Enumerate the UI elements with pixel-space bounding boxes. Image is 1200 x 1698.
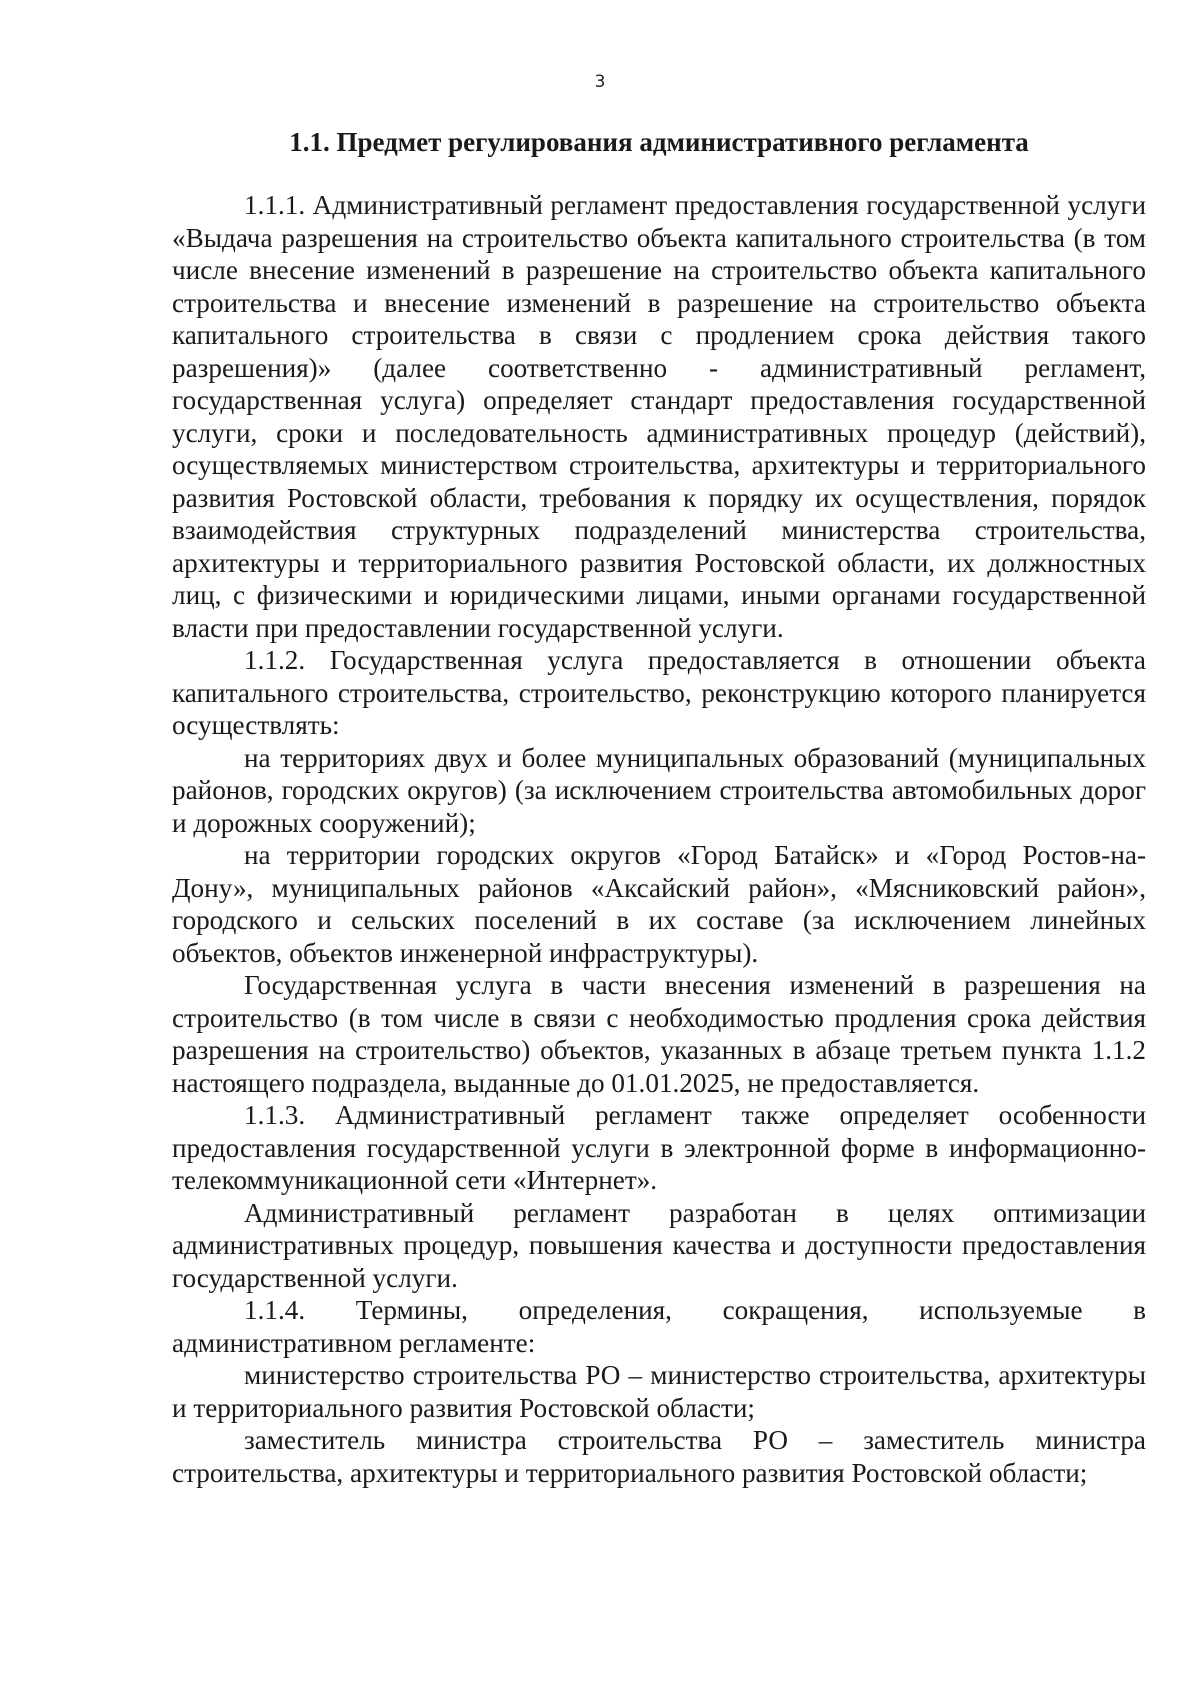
paragraph-1-1-3: 1.1.3. Административный регламент также определяет особенности предоставления государственной услуги в электронной форме в информационно-телекоммуникационной сети «Интернет». xyxy=(172,1100,1146,1195)
paragraph-1-1-1: 1.1.1. Административный регламент предоставления государственной услуги «Выдача разрешения на строительство объекта капитального строительства (в том числе внесение изменений в разрешение на строительство объекта капитального строительства и внесение изменений в разрешение на строительство объекта капитального строительства в связи с продлением срока действия такого разрешения)» (далее соответственно - административный регламент, государственная услуга) определяет стандарт предоставления государственной услуги, сроки и последовательность административных процедур (действий), осуществляемых министерством строительства, архитектуры и территориального развития Ростовской области, требования к порядку их осуществления, порядок взаимодействия структурных подразделений министерства строительства, архитектуры и территориального развития Ростовской области, их должностных лиц, с физическими и юридическими лицами, иными органами государственной власти при предоставлении государственной услуги. xyxy=(172,190,1146,643)
paragraph-exception: Государственная услуга в части внесения изменений в разрешения на строительство (в том числе в связи с необходимостью продления срока действия разрешения на строительство) объектов, указанных в абзаце третьем пункта 1.1.2 настоящего подраздела, выданные до 01.01.2025, не предоставляется. xyxy=(172,970,1146,1098)
section-heading: 1.1. Предмет регулирования административного регламента xyxy=(289,127,1029,157)
paragraph-1-1-4: 1.1.4. Термины, определения, сокращения, используемые в административном регламенте: xyxy=(172,1295,1146,1358)
document-body xyxy=(172,189,1146,1489)
paragraph-1-1-2: 1.1.2. Государственная услуга предоставляется в отношении объекта капитального строительства, строительство, реконструкцию которого планируется осуществлять: xyxy=(172,645,1146,740)
paragraph-territories-municipal: на территориях двух и более муниципальных образований (муниципальных районов, городских округов) (за исключением строительства автомобильных дорог и дорожных сооружений); xyxy=(172,742,1146,838)
paragraph-territories-cities: на территории городских округов «Город Батайск» и «Город Ростов-на-Дону», муниципальных районов «Аксайский район», «Мясниковский район», городского и сельских поселений в их составе (за исключением линейных объектов, объектов инженерной инфраструктуры). xyxy=(172,840,1146,968)
paragraph-purpose: Административный регламент разработан в целях оптимизации административных процедур, повышения качества и доступности предоставления государственной услуги. xyxy=(172,1197,1146,1293)
paragraph-term-ministry: министерство строительства РО – министерство строительства, архитектуры и территориального развития Ростовской области; xyxy=(172,1360,1146,1423)
paragraph-term-deputy: заместитель министра строительства РО – заместитель министра строительства, архитектуры и территориального развития Ростовской области; xyxy=(172,1425,1146,1488)
page-number: 3 xyxy=(594,72,606,92)
